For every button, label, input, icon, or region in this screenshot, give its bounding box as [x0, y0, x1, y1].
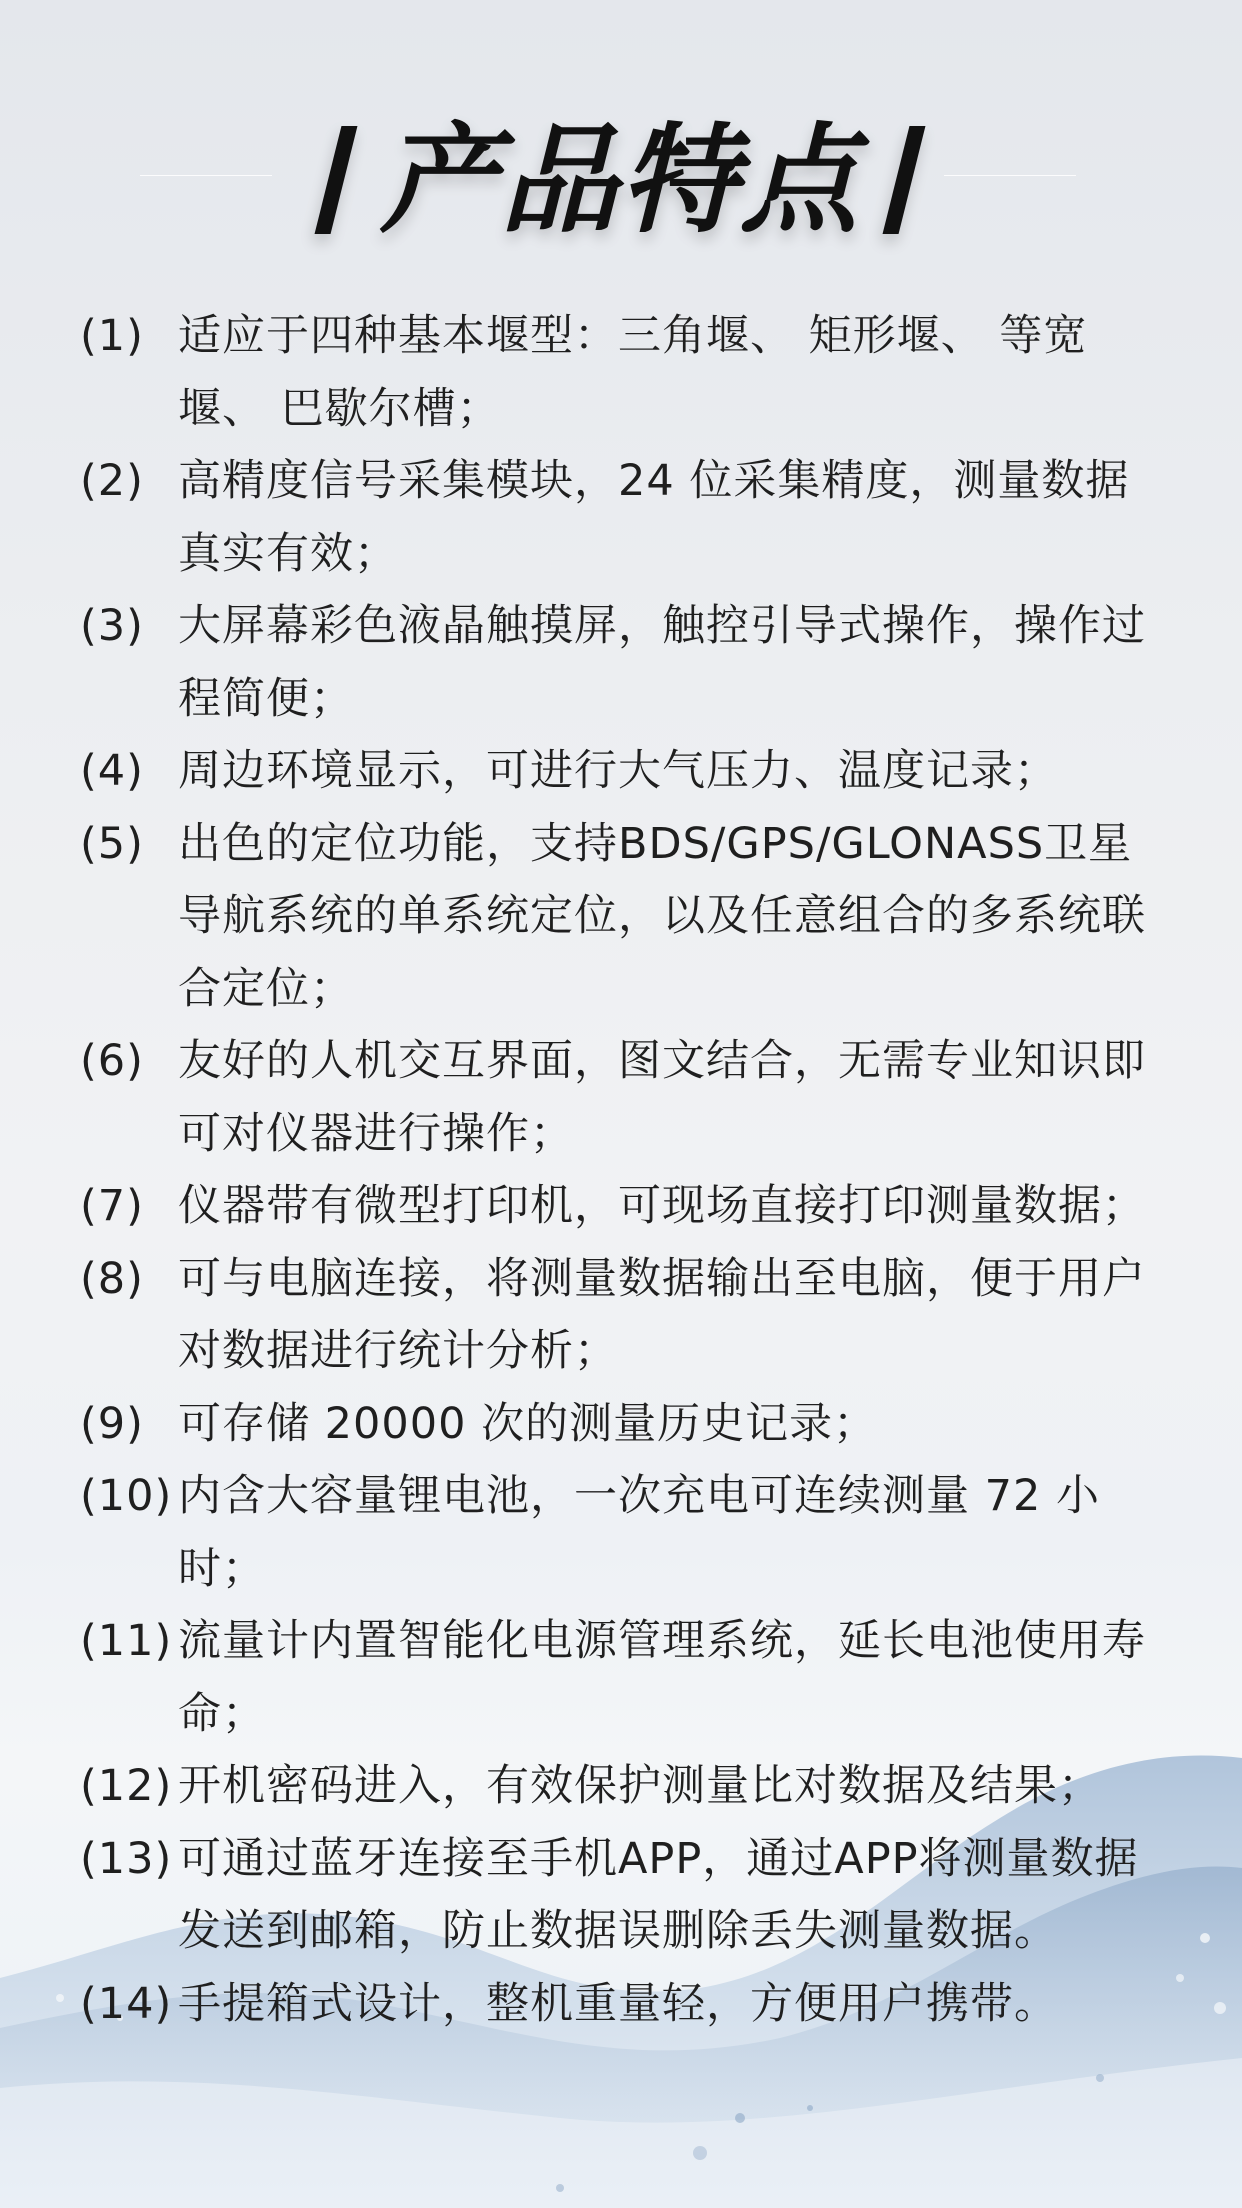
feature-number: (11) — [80, 1616, 173, 1666]
feature-item-8 — [80, 1243, 1170, 1388]
feature-text: 开机密码进入，有效保护测量比对数据及结果； — [178, 1761, 1102, 1811]
feature-item-6 — [80, 1025, 1170, 1170]
title-right-slash — [883, 126, 926, 234]
feature-text: 适应于四种基本堰型：三角堰、 矩形堰、 等宽堰、 巴歇尔槽； — [178, 311, 1088, 434]
feature-item-4 — [80, 735, 1170, 808]
feature-item-10 — [80, 1460, 1170, 1605]
feature-text: 内含大容量锂电池，一次充电可连续测量 72 小时； — [178, 1471, 1101, 1594]
feature-number: (8) — [80, 1253, 144, 1304]
feature-item-5 — [80, 808, 1170, 1026]
feature-text: 可存储 20000 次的测量历史记录； — [178, 1398, 878, 1449]
feature-number: (9) — [80, 1398, 144, 1449]
feature-number: (14) — [80, 1978, 173, 2029]
feature-number: (5) — [80, 818, 144, 869]
feature-item-1 — [80, 300, 1170, 445]
feature-text: 大屏幕彩色液晶触摸屏，触控引导式操作，操作过程简便； — [178, 601, 1146, 724]
feature-text: 高精度信号采集模块，24 位采集精度，测量数据真实有效； — [178, 456, 1130, 579]
feature-item-13 — [80, 1823, 1170, 1968]
feature-text: 可与电脑连接，将测量数据输出至电脑，便于用户对数据进行统计分析； — [178, 1253, 1146, 1376]
feature-item-2 — [80, 445, 1170, 590]
feature-text: 手提箱式设计，整机重量轻，方便用户携带。 — [178, 1978, 1058, 2029]
feature-text: 友好的人机交互界面，图文结合，无需专业知识即可对仪器进行操作； — [178, 1036, 1146, 1159]
header-right-divider — [944, 175, 1076, 176]
header-left-divider — [140, 175, 272, 176]
feature-number: (6) — [80, 1036, 144, 1086]
feature-number: (10) — [80, 1471, 173, 1521]
feature-number: (1) — [80, 311, 144, 361]
page-title-block — [300, 110, 940, 250]
feature-item-3 — [80, 590, 1170, 735]
page-header — [0, 100, 1242, 260]
feature-number: (4) — [80, 746, 144, 796]
feature-number: (7) — [80, 1181, 144, 1231]
feature-item-14 — [80, 1968, 1170, 2041]
feature-item-7 — [80, 1170, 1170, 1243]
feature-number: (3) — [80, 601, 144, 651]
feature-item-9 — [80, 1388, 1170, 1461]
feature-number: (2) — [80, 456, 144, 506]
page-title: 产品特点 — [379, 111, 860, 249]
feature-item-12 — [80, 1750, 1170, 1823]
feature-number: (12) — [80, 1761, 173, 1811]
feature-item-11 — [80, 1605, 1170, 1750]
feature-text: 周边环境显示，可进行大气压力、温度记录； — [178, 746, 1058, 796]
feature-list — [80, 300, 1170, 2040]
feature-text: 仪器带有微型打印机，可现场直接打印测量数据； — [178, 1181, 1146, 1231]
title-left-slash — [315, 126, 358, 234]
feature-number: (13) — [80, 1833, 173, 1884]
feature-text: 出色的定位功能，支持BDS/GPS/GLONASS卫星导航系统的单系统定位，以及任意组合的多系统联合定位； — [178, 818, 1146, 1014]
feature-text: 可通过蓝牙连接至手机APP，通过APP将测量数据发送到邮箱，防止数据误删除丢失测量数据。 — [178, 1833, 1139, 1956]
feature-text: 流量计内置智能化电源管理系统，延长电池使用寿命； — [178, 1616, 1146, 1739]
